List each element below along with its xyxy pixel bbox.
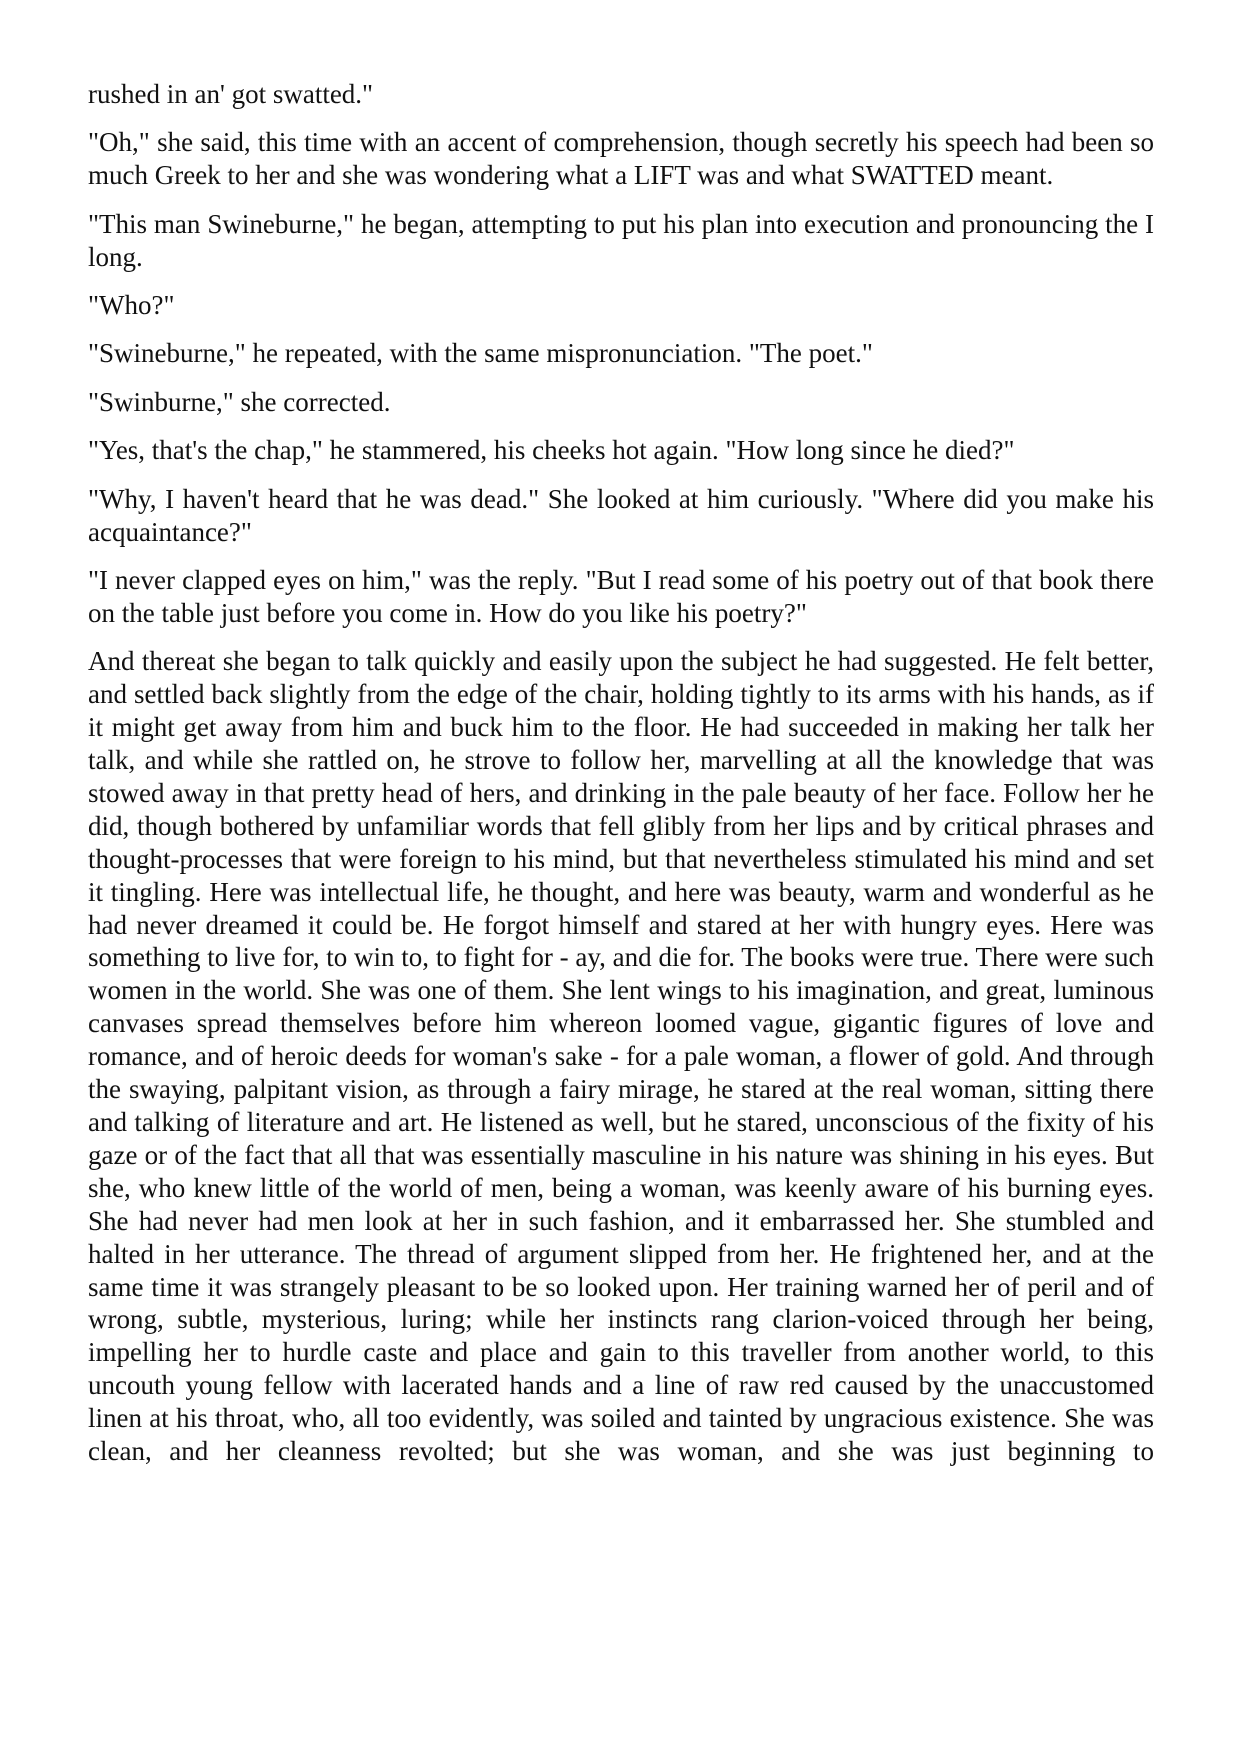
document-page — [88, 78, 1154, 1468]
paragraph: rushed in an' got swatted." — [88, 79, 374, 109]
paragraph: "Yes, that's the chap," he stammered, his cheeks hot again. "How long since he died?" — [88, 435, 1015, 466]
paragraph: "Who?" — [88, 290, 175, 321]
paragraph: "Oh," she said, this time with an accent of comprehension, though secretly his speech had been so much Greek to her and she was wondering what a LIFT was and what SWATTED meant. — [88, 127, 1154, 191]
paragraph: "I never clapped eyes on him," was the reply. "But I read some of his poetry out of that book there on the table just before you come in. How do you like his poetry?" — [88, 564, 1154, 628]
paragraph: "Why, I haven't heard that he was dead." She looked at him curiously. "Where did you make his acquaintance?" — [88, 483, 1154, 547]
paragraph: And thereat she began to talk quickly and easily upon the subject he had suggested. He felt better, and settled back slightly from the edge of the chair, holding tightly to its arms with his hands, as if it might get away from him and buck him to the floor. He had succeeded in making her talk her talk, and while she rattled on, he strove to follow her, marvelling at all the knowledge that was stowed away in that pretty head of hers, and drinking in the pale beauty of her face. Follow her he did, though bothered by unfamiliar words that fell glibly from her lips and by critical phrases and thought-processes that were foreign to his mind, but that nevertheless stimulated his mind and set it tingling. Here was intellectual life, he thought, and here was beauty, warm and wonderful as he had never dreamed it could be. He forgot himself and stared at her with hungry eyes. Here was something to live for, to win to, to fight for - ay, and die for. The books were true. There were such women in the world. She was one of them. She lent wings to his imagination, and great, luminous canvases spread themselves before him whereon loomed vague, gigantic figures of love and romance, and of heroic deeds for woman's sake - for a pale woman, a flower of gold. And through the swaying, palpitant vision, as through a fairy mirage, he stared at the real woman, sitting there and talking of literature and art. He listened as well, but he stared, unconscious of the fixity of his gaze or of the fact that all that was essentially masculine in his nature was shining in his eyes. But she, who knew little of the world of men, being a woman, was keenly aware of his burning eyes. She had never had men look at her in such fashion, and it embarrassed her. She stumbled and halted in her utterance. The thread of argument slipped from her. He frightened her, and at the same time it was strangely pleasant to be so looked upon. Her training warned her of peril and of wrong, subtle, mysterious, luring; while her instincts rang clarion-voiced through her being, impelling her to hurdle caste and place and gain to this traveller from another world, to this uncouth young fellow with lacerated hands and a line of raw red caused by the unaccustomed linen at his throat, who, all too evidently, was soiled and tainted by ungracious existence. She was clean, and her cleanness revolted; but she was woman, and she was just beginning to — [88, 646, 1154, 1467]
paragraph: "Swineburne," he repeated, with the same mispronunciation. "The poet." — [88, 338, 873, 369]
paragraph: "This man Swineburne," he began, attempting to put his plan into execution and pronouncing the I long. — [88, 208, 1154, 272]
paragraph: "Swinburne," she corrected. — [88, 386, 391, 417]
